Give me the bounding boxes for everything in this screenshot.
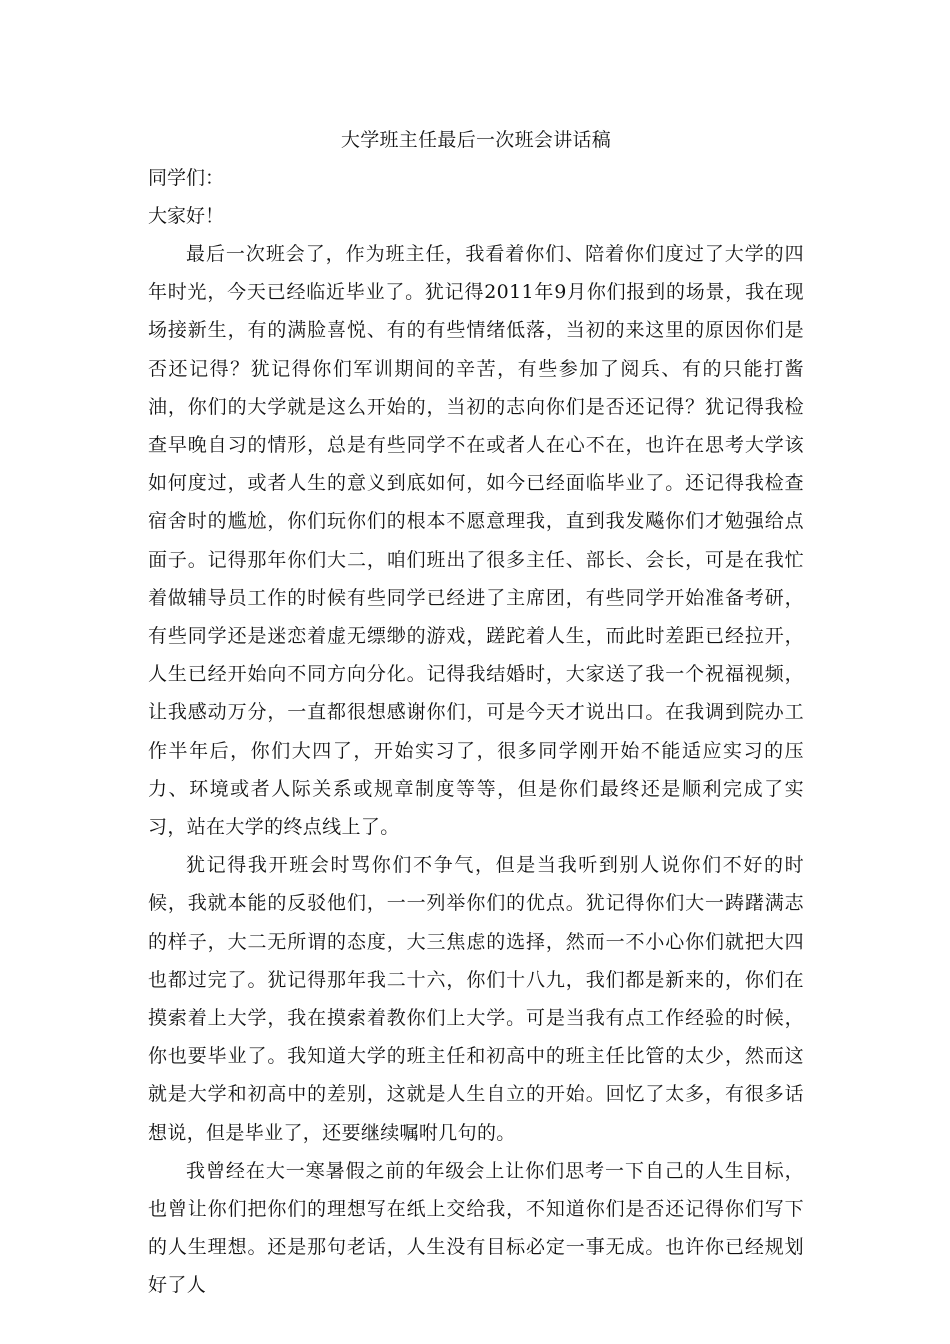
document-title: 大学班主任最后一次班会讲话稿 bbox=[340, 129, 612, 151]
greeting: 大家好！ bbox=[148, 205, 225, 227]
document-body bbox=[148, 121, 804, 1305]
salutation: 同学们： bbox=[148, 167, 225, 189]
paragraph-3: 我曾经在大一寒暑假之前的年级会上让你们思考一下自己的人生目标，也曾让你们把你们的理想写在纸上交给我，不知道你们是否还记得你们写下的人生理想。还是那句老话，人生没有目标必定一事无成。也许你已经规划好了人 bbox=[148, 1159, 804, 1297]
paragraph-2: 犹记得我开班会时骂你们不争气，但是当我听到别人说你们不好的时候，我就本能的反驳他们，一一列举你们的优点。犹记得你们大一踌躇满志的样子，大二无所谓的态度，大三焦虑的选择，然而一不小心你们就把大四也都过完了。犹记得那年我二十六，你们十八九，我们都是新来的，你们在摸索着上大学，我在摸索着教你们上大学。可是当我有点工作经验的时候，你也要毕业了。我知道大学的班主任和初高中的班主任比管的太少，然而这就是大学和初高中的差别，这就是人生自立的开始。回忆了太多，有很多话想说，但是毕业了，还要继续嘱咐几句的。 bbox=[148, 854, 804, 1144]
paragraph-1: 最后一次班会了，作为班主任，我看着你们、陪着你们度过了大学的四年时光，今天已经临近毕业了。犹记得2011年9月你们报到的场景，我在现场接新生，有的满脸喜悦、有的有些情绪低落，当初的来这里的原因你们是否还记得？犹记得你们军训期间的辛苦，有些参加了阅兵、有的只能打酱油，你们的大学就是这么开始的，当初的志向你们是否还记得？犹记得我检查早晚自习的情形，总是有些同学不在或者人在心不在，也许在思考大学该如何度过，或者人生的意义到底如何，如今已经面临毕业了。还记得我检查宿舍时的尴尬，你们玩你们的根本不愿意理我，直到我发飚你们才勉强给点面子。记得那年你们大二，咱们班出了很多主任、部长、会长，可是在我忙着做辅导员工作的时候有些同学已经进了主席团，有些同学开始准备考研，有些同学还是迷恋着虚无缥缈的游戏，蹉跎着人生，而此时差距已经拉开，人生已经开始向不同方向分化。记得我结婚时，大家送了我一个祝福视频，让我感动万分，一直都很想感谢你们，可是今天才说出口。在我调到院办工作半年后，你们大四了，开始实习了，很多同学刚开始不能适应实习的压力、环境或者人际关系或规章制度等等，但是你们最终还是顺利完成了实习，站在大学的终点线上了。 bbox=[148, 243, 804, 839]
